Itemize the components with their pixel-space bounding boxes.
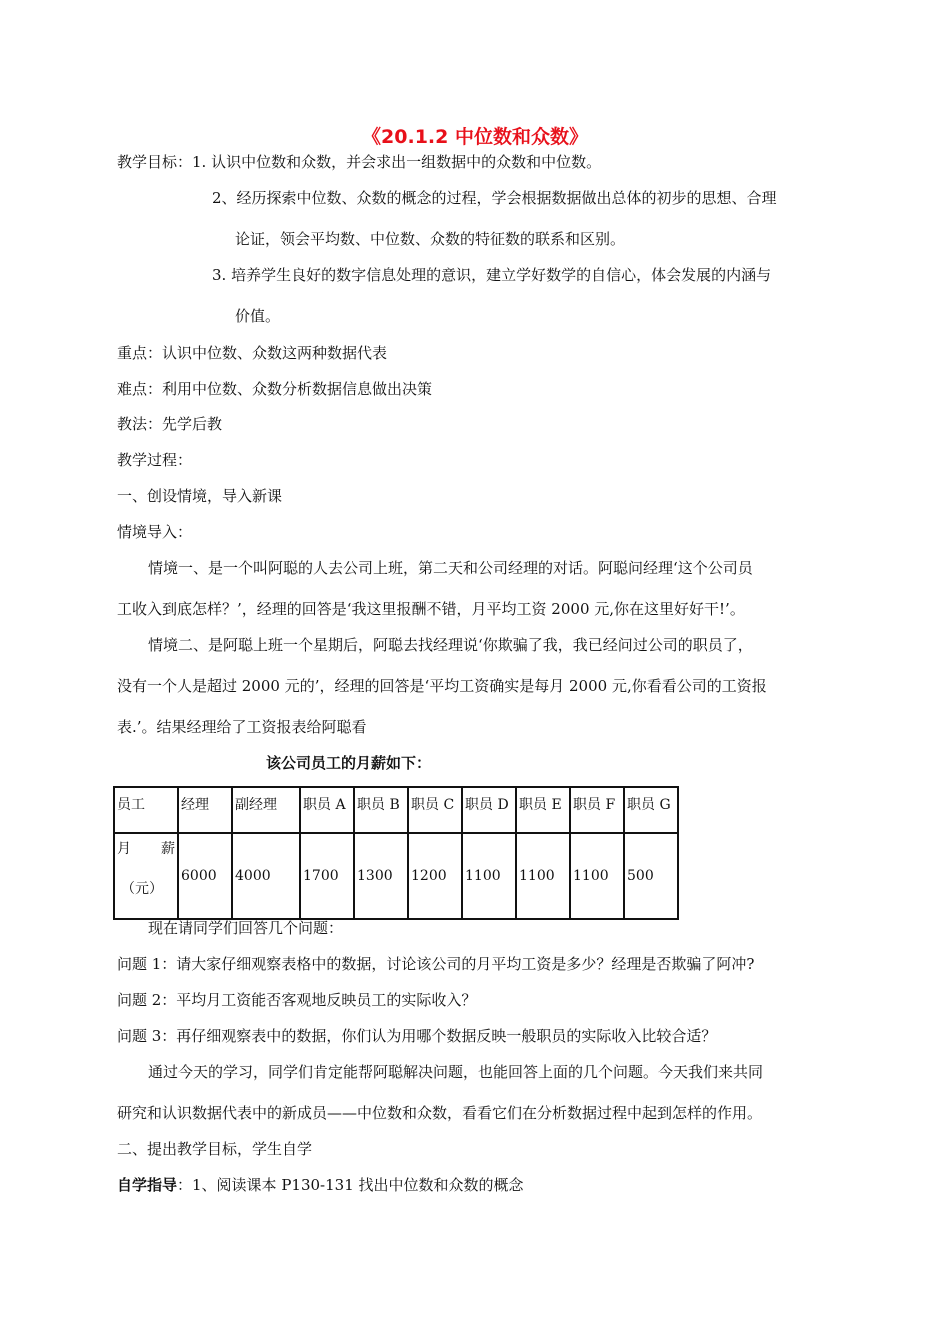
self-study-text: ：1、阅读课本 P130-131 找出中位数和众数的概念 bbox=[177, 1176, 524, 1194]
salary-cell: 4000 bbox=[232, 833, 300, 919]
goal-3-line-a: 3. 培养学生良好的数字信息处理的意识，建立学好数学的自信心，体会发展的内涵与 bbox=[212, 266, 772, 284]
question-1: 问题 1：请大家仔细观察表格中的数据，讨论该公司的月平均工资是多少？经理是否欺骗了阿冲? bbox=[117, 955, 755, 973]
question-2: 问题 2：平均月工资能否客观地反映员工的实际收入？ bbox=[117, 991, 477, 1009]
row-label-part-2: 薪 bbox=[161, 841, 175, 857]
summary-line-b: 研究和认识数据代表中的新成员——中位数和众数，看看它们在分析数据过程中起到怎样的作用。 bbox=[117, 1104, 763, 1122]
table-salary-row bbox=[114, 833, 678, 919]
header-cell: 职员 A bbox=[300, 787, 354, 833]
header-cell: 副经理 bbox=[232, 787, 300, 833]
self-study-line bbox=[117, 1175, 524, 1195]
teaching-process: 教学过程： bbox=[117, 451, 193, 469]
header-cell: 经理 bbox=[178, 787, 232, 833]
salary-cell: 1200 bbox=[408, 833, 462, 919]
question-prompt: 现在请同学们回答几个问题： bbox=[148, 919, 344, 937]
page-title: 《20.1.2 中位数和众数》 bbox=[362, 126, 588, 148]
section-1-heading: 一、创设情境，导入新课 bbox=[117, 487, 283, 505]
salary-table bbox=[113, 786, 679, 920]
difficulty: 难点：利用中位数、众数分析数据信息做出决策 bbox=[117, 380, 433, 398]
salary-cell: 6000 bbox=[178, 833, 232, 919]
key-point: 重点：认识中位数、众数这两种数据代表 bbox=[117, 344, 388, 362]
row-label-cell bbox=[114, 833, 178, 919]
goal-2-line-a: 2、经历探索中位数、众数的概念的过程，学会根据数据做出总体的初步的思想、合理 bbox=[212, 189, 777, 207]
scene-2-line-c: 表.’。结果经理给了工资报表给阿聪看 bbox=[117, 718, 367, 736]
header-cell: 职员 D bbox=[462, 787, 516, 833]
header-cell: 职员 G bbox=[624, 787, 678, 833]
salary-cell: 1100 bbox=[570, 833, 624, 919]
goal-2-line-b: 论证，领会平均数、中位数、众数的特征数的联系和区别。 bbox=[235, 230, 626, 248]
goal-1: 1. 认识中位数和众数，并会求出一组数据中的众数和中位数。 bbox=[192, 153, 602, 171]
question-3: 问题 3：再仔细观察表中的数据，你们认为用哪个数据反映一般职员的实际收入比较合适？ bbox=[117, 1027, 717, 1045]
teaching-method: 教法：先学后教 bbox=[117, 415, 223, 433]
header-cell: 职员 E bbox=[516, 787, 570, 833]
salary-cell: 500 bbox=[624, 833, 678, 919]
salary-cell: 1300 bbox=[354, 833, 408, 919]
row-label-part-3: （元） bbox=[121, 881, 163, 897]
header-cell-employee: 员工 bbox=[114, 787, 178, 833]
self-study-label: 自学指导 bbox=[117, 1176, 178, 1194]
header-cell: 职员 B bbox=[354, 787, 408, 833]
salary-cell: 1100 bbox=[462, 833, 516, 919]
table-caption: 该公司员工的月薪如下： bbox=[266, 754, 432, 772]
scene-2-line-a: 情境二、是阿聪上班一个星期后，阿聪去找经理说‘你欺骗了我，我已经问过公司的职员了， bbox=[148, 636, 753, 654]
goals-label: 教学目标： bbox=[117, 153, 193, 171]
row-label-part-1: 月 bbox=[117, 841, 131, 857]
header-cell: 职员 F bbox=[570, 787, 624, 833]
scene-1-line-b: 工收入到底怎样？’，经理的回答是‘我这里报酬不错，月平均工资 2000 元,你在这里好好干!’。 bbox=[117, 600, 745, 618]
section-2-heading: 二、提出教学目标，学生自学 bbox=[117, 1140, 313, 1158]
salary-cell: 1100 bbox=[516, 833, 570, 919]
scene-2-line-b: 没有一个人是超过 2000 元的’，经理的回答是‘平均工资确实是每月 2000 元,你看看公司的工资报 bbox=[117, 677, 767, 695]
table-header-row bbox=[114, 787, 678, 833]
goals-line-1 bbox=[117, 152, 601, 172]
salary-cell: 1700 bbox=[300, 833, 354, 919]
scenario-intro: 情境导入： bbox=[117, 523, 193, 541]
summary-line-a: 通过今天的学习，同学们肯定能帮阿聪解决问题，也能回答上面的几个问题。今天我们来共同 bbox=[148, 1063, 764, 1081]
goal-3-line-b: 价值。 bbox=[235, 307, 281, 325]
scene-1-line-a: 情境一、是一个叫阿聪的人去公司上班，第二天和公司经理的对话。阿聪问经理‘这个公司员 bbox=[148, 559, 753, 577]
header-cell: 职员 C bbox=[408, 787, 462, 833]
